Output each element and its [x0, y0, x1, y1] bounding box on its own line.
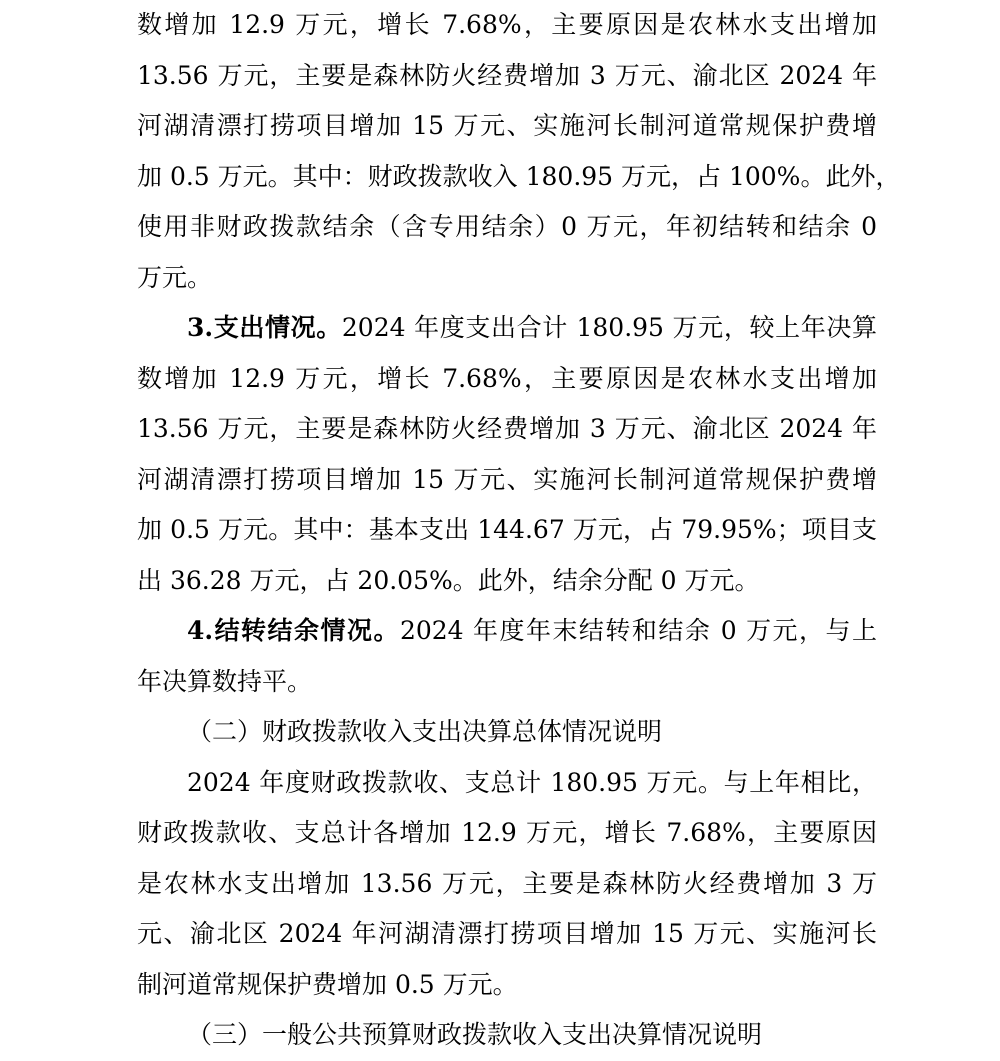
paragraph-line: 13.56 万元，主要是森林防火经费增加 3 万元、渝北区 2024 年: [137, 60, 877, 90]
section-heading-2: （二）财政拨款收入支出决算总体情况说明: [187, 717, 663, 746]
section-3-title: 3.支出情况。: [187, 313, 342, 342]
paragraph-line: 加 0.5 万元。其中：财政拨款收入 180.95 万元，占 100%。此外，: [137, 161, 901, 191]
paragraph-line: 制河道常规保护费增加 0.5 万元。: [137, 969, 518, 999]
paragraph-line: 数增加 12.9 万元，增长 7.68%，主要原因是农林水支出增加: [137, 363, 877, 393]
paragraph-line: 万元。: [137, 262, 213, 292]
section-4-first-line: [137, 606, 877, 657]
paragraph-line: 是农林水支出增加 13.56 万元，主要是森林防火经费增加 3 万: [137, 868, 877, 898]
section-4-text: 2024 年度年末结转和结余 0 万元，与上: [399, 616, 878, 645]
paragraph-line: 年决算数持平。: [137, 666, 313, 696]
paragraph-line: 元、渝北区 2024 年河湖清漂打捞项目增加 15 万元、实施河长: [137, 919, 877, 948]
paragraph-line: 财政拨款收、支总计各增加 12.9 万元，增长 7.68%，主要原因: [137, 818, 877, 847]
section-4-title: 4.结转结余情况。: [187, 616, 400, 645]
document-page: [137, 0, 901, 1061]
paragraph-line: 13.56 万元，主要是森林防火经费增加 3 万元、渝北区 2024 年: [137, 414, 877, 443]
paragraph-line: 河湖清漂打捞项目增加 15 万元、实施河长制河道常规保护费增: [137, 111, 877, 140]
paragraph-first-line: 2024 年度财政拨款收、支总计 180.95 万元。与上年相比，: [187, 767, 877, 797]
section-3-first-line: [137, 303, 877, 354]
paragraph-line: 出 36.28 万元，占 20.05%。此外，结余分配 0 万元。: [137, 565, 760, 595]
paragraph-line: 数增加 12.9 万元，增长 7.68%，主要原因是农林水支出增加: [137, 10, 877, 39]
section-heading-3: （三）一般公共预算财政拨款收入支出决算情况说明: [187, 1020, 763, 1049]
paragraph-line: 使用非财政拨款结余（含专用结余）0 万元，年初结转和结余 0: [137, 212, 877, 241]
paragraph-line: 河湖清漂打捞项目增加 15 万元、实施河长制河道常规保护费增: [137, 464, 877, 494]
section-3-text: 2024 年度支出合计 180.95 万元，较上年决算: [341, 313, 877, 342]
paragraph-line: 加 0.5 万元。其中：基本支出 144.67 万元，占 79.95%；项目支: [137, 515, 877, 544]
